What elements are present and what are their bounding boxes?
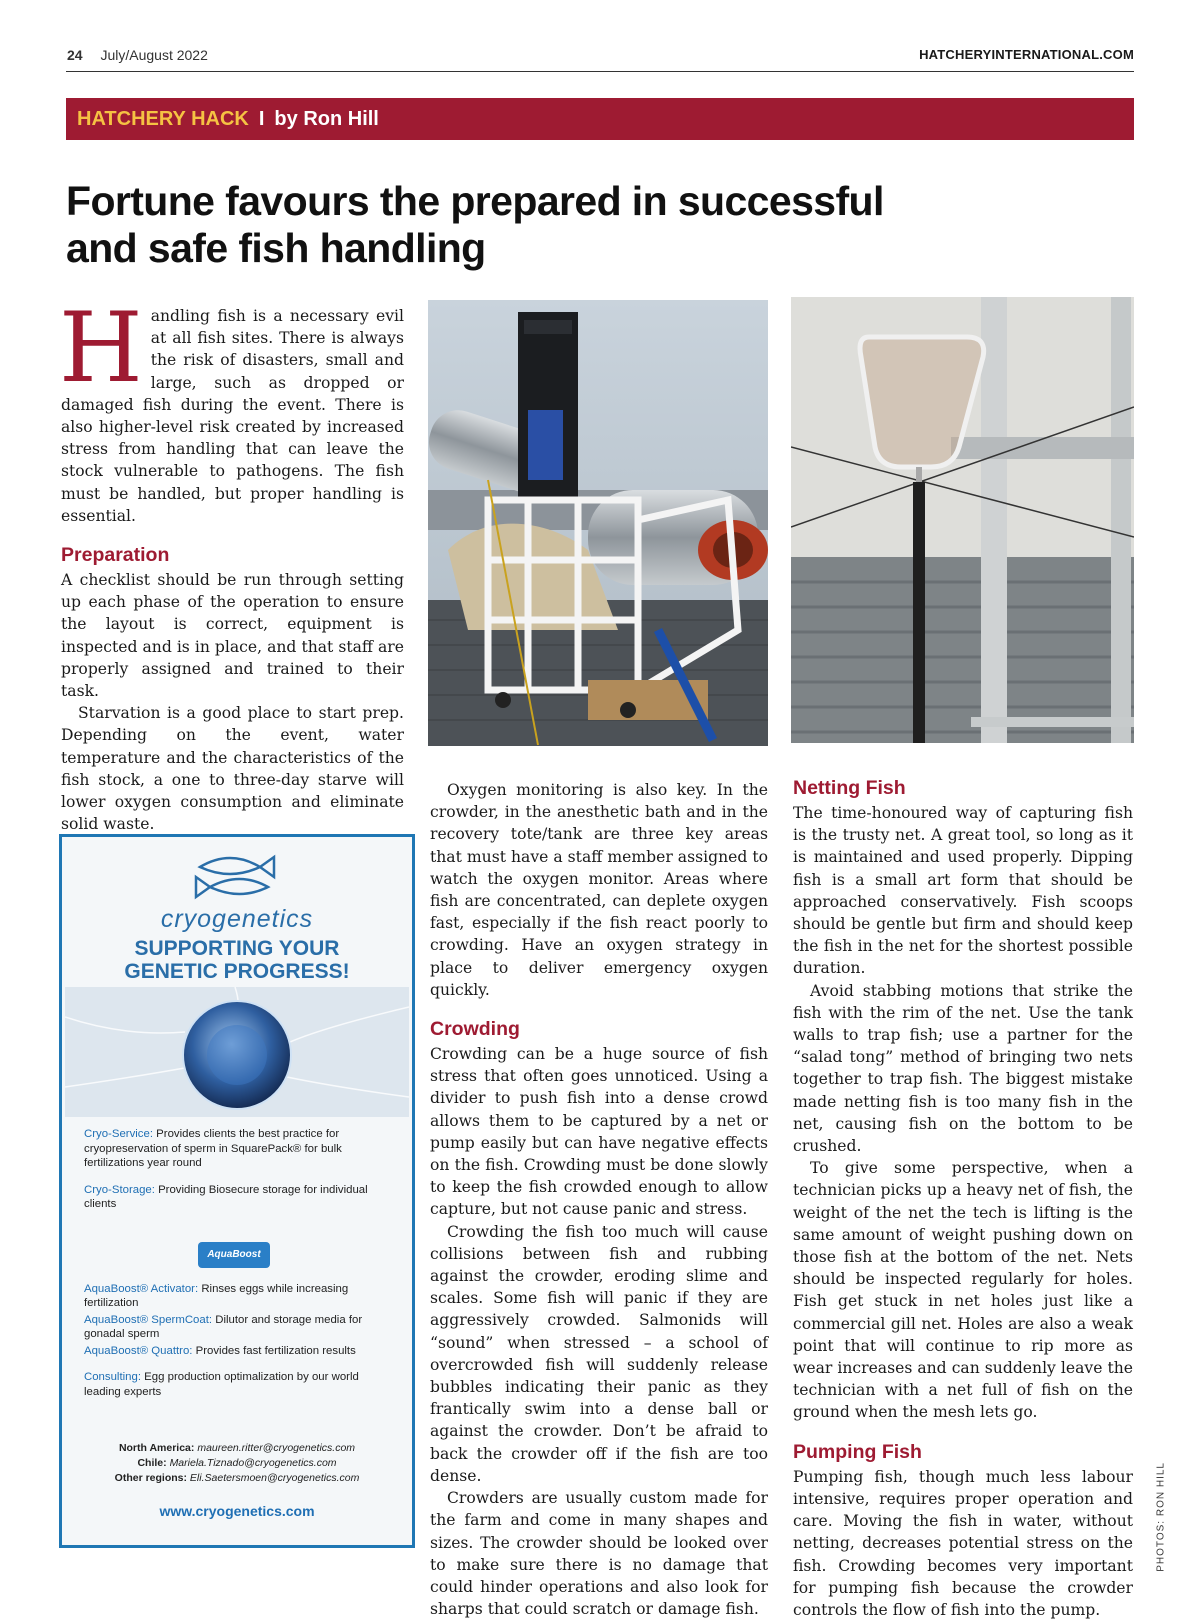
drop-cap: H [59,292,143,404]
ad-website-link[interactable]: www.cryogenetics.com [159,1503,315,1519]
column-2 [430,779,768,1620]
cryogenetics-advertisement[interactable] [59,834,415,1548]
site-url[interactable]: HATCHERYINTERNATIONAL.COM [919,47,1134,62]
photo-credit: PHOTOS: RON HILL [1156,1462,1167,1572]
netting-paragraph-2: Avoid stabbing motions that strike the fish with the rim of the net. Use the tank walls to trap fish; use a partner for the “salad tong” method of bringing two nets together to trap fish. The biggest mistake made netting fish is too many fish in the net, causing fish on the bottom to be crushed. [793,981,1133,1156]
byline: by Ron Hill [274,108,379,130]
column-3 [793,776,1133,1621]
heading-netting-fish: Netting Fish [793,777,906,799]
contact-other-regions: Other regions: Eli.Saetersmoen@cryogenetics.com [114,1472,360,1484]
preparation-paragraph-1: A checklist should be run through setting up each phase of the operation to ensure the layout is correct, equipment is inspected and is in place, and that staff are properly assigned and trained to their task. [61,571,404,701]
photo-fish-net [791,297,1134,743]
ad-item-activator: AquaBoost® Activator: Rinses eggs while increasing fertilization [84,1282,349,1309]
article-headline [66,178,966,272]
headline-line-2: and safe fish handling [66,225,486,271]
contact-north-america: North America: maureen.ritter@cryogenetics.com [118,1442,356,1454]
crowder-pump-illustration [428,300,768,746]
headline-line-1: Fortune favours the prepared in successful [66,178,884,224]
ad-brand: cryogenetics [160,905,314,933]
ad-slogan-line-2: GENETIC PROGRESS! [124,960,350,983]
photo-crowder-pump [428,300,768,746]
issue-date: July/August 2022 [100,47,208,63]
fish-logo-icon [190,851,290,903]
netting-paragraph-1: The time-honoured way of capturing fish is the trusty net. A great tool, so long as it is maintained and used properly. Dipping fish is a small art form that should be approached conservatively. Fish scoops should be gentle but firm and should keep the fish in the net for the shortest possible duration. [793,804,1133,978]
section-tag: HATCHERY HACK [77,108,249,130]
aquaboost-badge: AquaBoost [198,1242,270,1268]
header-rule [66,71,1134,72]
pumping-paragraph-1: Pumping fish, though much less labour intensive, requires proper operation and care. Moving the fish in water, without netting, decreases potential stress on the fish. Crowding becomes very important for pumping fish because the crowder controls the flow of fish into the pump. [793,1467,1133,1619]
ad-service-list [84,1127,394,1411]
preparation-paragraph-2: Starvation is a good place to start prep. Depending on the event, water temperature and the characteristics of the fish stock, a one to three-day starve will lower oxygen consumption and eliminate solid waste. [61,704,404,834]
intro-paragraph: andling fish is a necessary evil at all fish sites. There is always the risk of disasters, small and large, such as dropped or damaged fish during the event. There is also higher-level risk created by increased stress from handling that can leave the stock vulnerable to pathogens. The fish must be handled, but proper handling is essential. [61,307,404,525]
crowding-paragraph-1: Crowding can be a huge source of fish stress that often goes unnoticed. Using a divider to push fish into a dense crowd allows them to be captured by a net or pump easily but can have negative effects on the fish. Crowding must be done slowly to keep the fish crowded enough to allow capture, but not cause panic and stress. [430,1045,768,1219]
ad-item-service: Cryo-Service: Provides clients the best practice for cryopreservation of sperm in SquarePack® for bulk fertilizations year round [84,1128,342,1169]
page-header-left [67,47,208,63]
page-number: 24 [67,47,83,63]
ad-item-storage: Cryo-Storage: Providing Biosecure storage for individual clients [84,1183,368,1210]
ad-item-spermcoat: AquaBoost® SpermCoat: Dilutor and storage media for gonadal sperm [84,1313,363,1340]
ad-slogan [62,937,412,983]
fish-net-illustration [791,297,1134,743]
column-1 [59,292,404,835]
crowding-paragraph-2: Crowding the fish too much will cause collisions between fish and rubbing against the crowder, eroding slime and scales. Some fish will panic if they are aggressively crowded. Salmonids will “sound” when stressed – a school of overcrowded fish will suddenly release bubbles indicating their panic as they frantically swim into a dense ball or against the crowder. Don’t be afraid to back the crowder off if the fish are too dense. [430,1222,768,1485]
ad-item-quattro: AquaBoost® Quattro: Provides fast fertilization results [84,1344,356,1357]
heading-preparation: Preparation [61,544,170,567]
banner-separator: I [258,108,265,130]
egg-cell-illustration [65,987,409,1117]
ad-contacts [62,1441,412,1486]
section-banner [66,98,1134,140]
ad-item-consulting: Consulting: Egg production optimalization by our world leading experts [84,1371,359,1398]
ad-aquaboost-group [84,1282,394,1359]
ad-slogan-line-1: SUPPORTING YOUR [134,937,340,960]
heading-crowding: Crowding [430,1018,520,1041]
netting-paragraph-3: To give some perspective, when a technician picks up a heavy net of fish, the weight of the net the tech is lifting is the same amount of weight pushing down on those fish at the bottom of the net. Nets should be inspected regularly for holes. Fish get stuck in net holes just like a commercial gill net. Holes are also a weak point that will continue to rip more as wear increases and can suddenly leave the technician with a net full of fish on the ground when the mesh lets go. [793,1159,1133,1422]
crowding-paragraph-3: Crowders are usually custom made for the farm and come in many shapes and sizes. The crowder should be looked over to make sure there is no damage that could hinder operations and also look for sharps that could scratch or damage fish. [430,1489,768,1619]
contact-chile: Chile: Mariela.Tiznado@cryogenetics.com [137,1457,337,1469]
oxygen-paragraph: Oxygen monitoring is also key. In the crowder, in the anesthetic bath and in the recovery tote/tank are three key areas that must have a staff member assigned to watch the oxygen monitor. Areas where fish are concentrated, can deplete oxygen fast, especially if the fish react poorly to crowding. Have an oxygen strategy in place to deliver emergency oxygen quickly. [430,781,768,999]
heading-pumping-fish: Pumping Fish [793,1440,922,1463]
